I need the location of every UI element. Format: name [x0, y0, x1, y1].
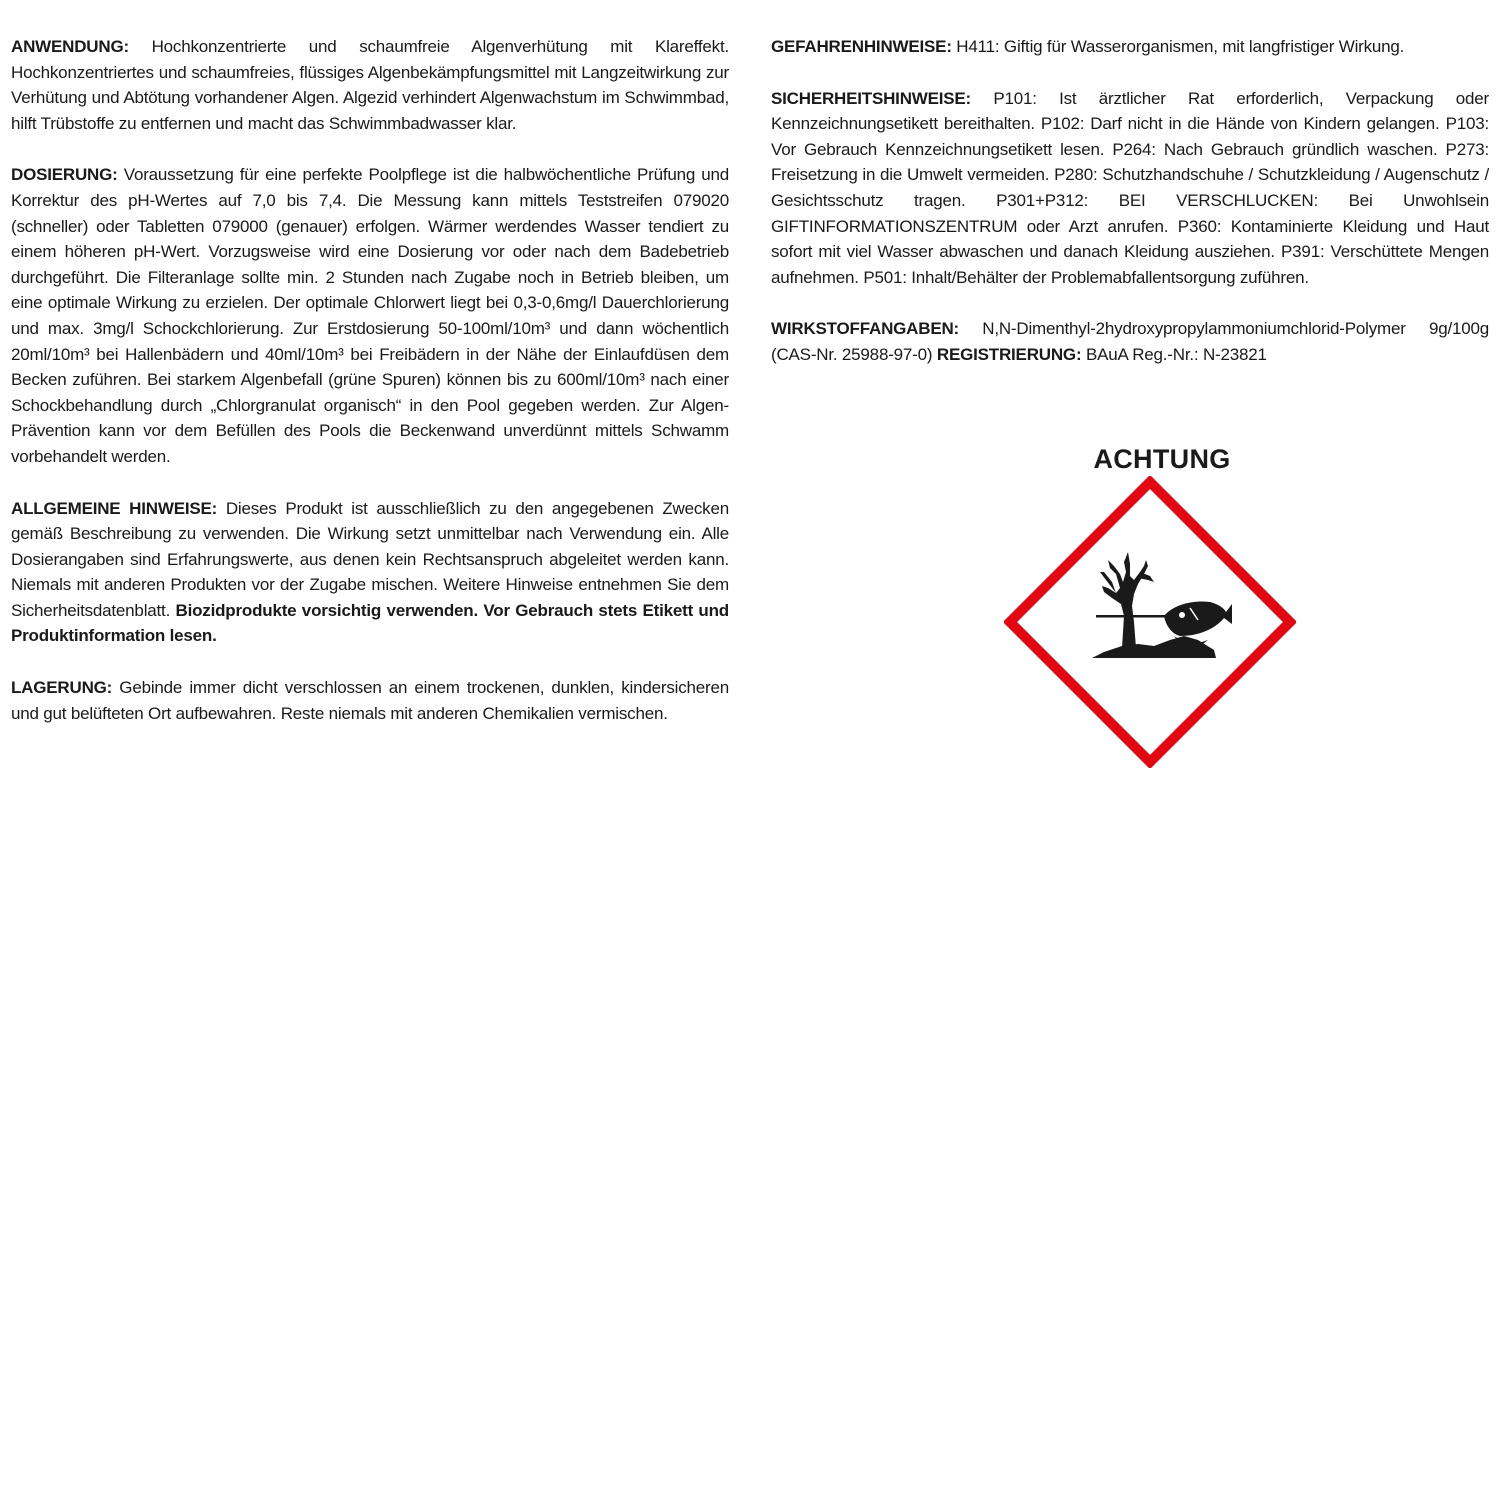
- allgemeine-hinweise-label: ALLGEMEINE HINWEISE:: [11, 498, 218, 518]
- anwendung-label: ANWENDUNG:: [11, 37, 129, 56]
- sicherheitshinweise-label: SICHERHEITSHINWEISE:: [771, 88, 972, 108]
- lagerung-label: LAGERUNG:: [11, 678, 113, 698]
- anwendung-text: Hochkonzentrierte und schaumfreie Algenverhütung mit Klareffekt. Hochkonzentriertes und schaumfreies, flüssiges Algenbekämpfungsmittel mit Langzeitwirkung zur Verhütung und Abtötung vorhandener Algen. Algezid verhindert Algenwachstum im Schwimmbad, hilft Trübstoffe zu entfernen und macht das Schwimmbadwasser klar.: [11, 37, 729, 133]
- lagerung-text: Gebinde immer dicht verschlossen an einem trockenen, dunklen, kindersicheren und gut belüfteten Ort aufbewahren. Reste niemals mit anderen Chemikalien vermischen.: [11, 678, 729, 723]
- gefahrenhinweise-section: [771, 34, 1489, 60]
- anwendung-section: [11, 34, 729, 136]
- registrierung-label: REGISTRIERUNG:: [936, 344, 1082, 364]
- allgemeine-hinweise-text: Dieses Produkt ist ausschließlich zu den angegebenen Zwecken gemäß Beschreibung zu verwenden. Die Wirkung setzt unmittelbar nach Verwendung ein. Alle Dosierangaben sind Erfahrungswerte, aus denen kein Rechtsanspruch abgeleitet werden kann. Niemals mit anderen Produkten vor der Zugabe mischen. Weitere Hinweise entnehmen Sie dem Sicherheitsdatenblatt.: [11, 498, 729, 620]
- wirkstoffangaben-label: WIRKSTOFFANGABEN:: [771, 319, 959, 339]
- fish-eye: [1179, 612, 1185, 618]
- dosierung-section: [11, 162, 729, 469]
- environment-hazard-icon: [1004, 476, 1296, 768]
- dosierung-label: DOSIERUNG:: [11, 165, 118, 185]
- left-column: [11, 34, 729, 752]
- wirkstoffangaben-text: N,N-Dimenthyl-2hydroxypropylammoniumchlorid-Polymer 9g/100g (CAS-Nr. 25988-97-0): [771, 319, 1489, 364]
- sicherheitshinweise-text: P101: Ist ärztlicher Rat erforderlich, Verpackung oder Kennzeichnungsetikett bereithalten. P102: Darf nicht in die Hände von Kindern gelangen. P103: Vor Gebrauch Kennzeichnungsetikett lesen. P264: Nach Gebrauch gründlich waschen. P273: Freisetzung in die Umwelt vermeiden. P280: Schutzhandschuhe / Schutzkleidung / Augenschutz / Gesichtsschutz tragen. P301+P312: BEI VERSCHLUCKEN: Bei Unwohlsein GIFTINFORMATIONSZENTRUM oder Arzt anrufen. P360: Kontaminierte Kleidung und Haut sofort mit viel Wasser abwaschen und danach Kleidung ausziehen. P391: Verschüttete Mengen aufnehmen. P501: Inhalt/Behälter der Problemabfallentsorgung zuführen.: [771, 88, 1489, 287]
- dosierung-text: Voraussetzung für eine perfekte Poolpflege ist die halbwöchentliche Prüfung und Korrektur des pH-Wertes auf 7,0 bis 7,4. Die Messung kann mittels Teststreifen 079020 (schneller) oder Tabletten 079000 (genauer) erfolgen. Wärmer werdendes Wasser tendiert zu einem höheren pH-Wert. Vorzugsweise wird eine Dosierung vor oder nach dem Badebetrieb durchgeführt. Die Filteranlage sollte min. 2 Stunden nach Zugabe noch in Betrieb bleiben, um eine optimale Wirkung zu erzielen. Der optimale Chlorwert liegt bei 0,3-0,6mg/l Dauerchlorierung und max. 3mg/l Schockchlorierung. Zur Erstdosierung 50-100ml/10m³ und dann wöchentlich 20ml/10m³ bei Hallenbädern und 40ml/10m³ bei Freibädern in der Nähe der Einlaufdüsen dem Becken zuführen. Bei starkem Algenbefall (grüne Spuren) können bis zu 600ml/10m³ nach einer Schockbehandlung durch „Chlorgranulat organisch“ in den Pool gegeben werden. Zur Algen-Prävention kann vor dem Befüllen des Pools die Beckenwand unverdünnt mittels Schwamm vorbehandelt werden.: [11, 165, 729, 466]
- biozid-warning: Biozidprodukte vorsichtig verwenden. Vor Gebrauch stets Etikett und Produktinformation lesen.: [11, 600, 729, 646]
- sicherheitshinweise-section: [771, 86, 1489, 291]
- gefahrenhinweise-label: GEFAHRENHINWEISE:: [771, 37, 952, 56]
- hazard-pictogram: [1004, 444, 1296, 768]
- allgemeine-hinweise-section: [11, 496, 729, 650]
- registrierung-text: BAuA Reg.-Nr.: N-23821: [1081, 344, 1267, 364]
- signal-word: ACHTUNG: [1093, 444, 1231, 474]
- lagerung-section: [11, 675, 729, 726]
- wirkstoffangaben-section: [771, 316, 1489, 367]
- gefahrenhinweise-text: H411: Giftig für Wasserorganismen, mit langfristiger Wirkung.: [951, 37, 1405, 56]
- diamond-border: [1010, 482, 1290, 762]
- right-column: [771, 34, 1489, 394]
